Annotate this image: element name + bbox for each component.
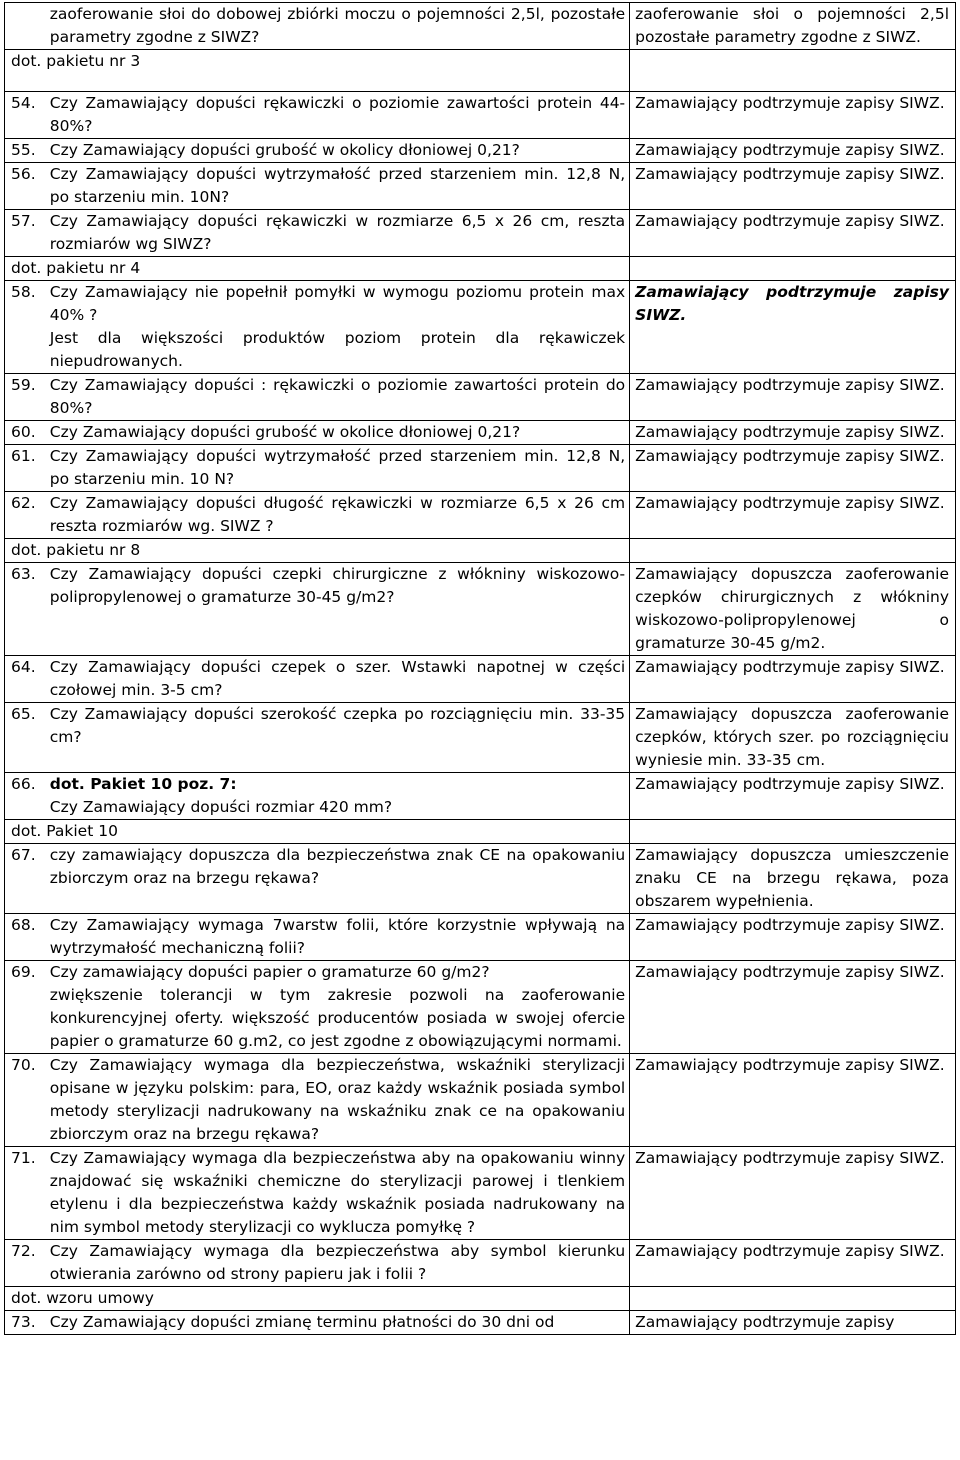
row-number: 70. <box>11 1056 36 1074</box>
row-number-cell <box>5 703 48 773</box>
section-header-row <box>5 820 956 844</box>
question-text: Czy Zamawiający dopuści wytrzymałość przed starzeniem min. 12,8 N, po starzeniu min. 10N? <box>49 165 626 206</box>
section-answer-cell <box>630 820 956 844</box>
table-row <box>5 656 956 703</box>
answer-text: Zamawiający podtrzymuje zapisy <box>635 1313 895 1331</box>
question-text: Czy Zamawiający dopuści rozmiar 420 mm? <box>49 798 393 816</box>
answer-text: Zamawiający podtrzymuje zapisy SIWZ. <box>635 1056 945 1074</box>
answer-text: Zamawiający podtrzymuje zapisy SIWZ. <box>635 94 945 112</box>
answer-text: zaoferowanie słoi o pojemności 2,5l pozostałe parametry zgodne z SIWZ. <box>635 5 949 46</box>
answer-text: Zamawiający podtrzymuje zapisy SIWZ. <box>635 1242 945 1260</box>
row-number: 61. <box>11 447 36 465</box>
question-note: Jest dla większości produktów poziom protein dla rękawiczek niepudrowanych. <box>49 329 626 370</box>
row-number: 73. <box>11 1313 36 1331</box>
section-title: dot. Pakiet 10 <box>11 822 118 840</box>
row-number: 63. <box>11 565 36 583</box>
table-row <box>5 1240 956 1287</box>
question-text: Czy Zamawiający dopuści długość rękawiczki w rozmiarze 6,5 x 26 cm reszta rozmiarów wg. SIWZ ? <box>49 494 626 535</box>
answer-cell <box>630 92 956 139</box>
table-row <box>5 914 956 961</box>
table-row <box>5 961 956 1054</box>
row-number: 56. <box>11 165 36 183</box>
question-text: czy zamawiający dopuszcza dla bezpieczeństwa znak CE na opakowaniu zbiorczym oraz na brzegu rękawa? <box>49 846 626 887</box>
question-text: zaoferowanie słoi do dobowej zbiórki moczu o pojemności 2,5l, pozostałe parametry zgodne z SIWZ? <box>49 5 626 46</box>
answer-cell <box>630 1147 956 1240</box>
answer-text: Zamawiający dopuszcza umieszczenie znaku CE na brzegu rękawa, poza obszarem wypełnienia. <box>635 846 949 910</box>
row-number: 68. <box>11 916 36 934</box>
row-number: 57. <box>11 212 36 230</box>
table-row <box>5 421 956 445</box>
qa-table <box>4 2 956 1335</box>
question-cell <box>48 92 630 139</box>
question-text: Czy Zamawiający dopuści czepek o szer. Wstawki napotnej w części czołowej min. 3-5 cm? <box>49 658 626 699</box>
section-header-row <box>5 50 956 92</box>
question-text: Czy Zamawiający dopuści : rękawiczki o poziomie zawartości protein do 80%? <box>49 376 626 417</box>
question-text: Czy Zamawiający dopuści grubość w okolice dłoniowej 0,21? <box>49 423 521 441</box>
row-number: 69. <box>11 963 36 981</box>
question-text: Czy zamawiający dopuści papier o gramaturze 60 g/m2? <box>49 963 490 981</box>
section-title-cell <box>5 820 630 844</box>
row-number-cell <box>5 210 48 257</box>
answer-cell <box>630 1240 956 1287</box>
question-text: Czy Zamawiający dopuści rękawiczki o poziomie zawartości protein 44-80%? <box>49 94 626 135</box>
section-header-row <box>5 1287 956 1311</box>
table-row <box>5 3 956 50</box>
row-number-cell <box>5 445 48 492</box>
question-cell <box>48 139 630 163</box>
row-number: 54. <box>11 94 36 112</box>
answer-text: Zamawiający podtrzymuje zapisy SIWZ. <box>635 494 945 512</box>
table-row <box>5 492 956 539</box>
table-row <box>5 374 956 421</box>
answer-cell <box>630 210 956 257</box>
row-number: 71. <box>11 1149 36 1167</box>
answer-text: Zamawiający podtrzymuje zapisy SIWZ. <box>635 963 945 981</box>
row-number: 62. <box>11 494 36 512</box>
row-number: 58. <box>11 283 36 301</box>
answer-text: Zamawiający podtrzymuje zapisy SIWZ. <box>635 283 949 324</box>
answer-cell <box>630 374 956 421</box>
row-number-cell <box>5 656 48 703</box>
answer-cell <box>630 163 956 210</box>
answer-text: Zamawiający podtrzymuje zapisy SIWZ. <box>635 376 945 394</box>
question-text: Czy Zamawiający wymaga 7warstw folii, które korzystnie wpływają na wytrzymałość mechaniczną folii? <box>49 916 626 957</box>
section-title-cell <box>5 1287 630 1311</box>
table-row <box>5 210 956 257</box>
row-number-cell <box>5 374 48 421</box>
section-title: dot. pakietu nr 4 <box>11 259 141 277</box>
answer-text: Zamawiający podtrzymuje zapisy SIWZ. <box>635 212 945 230</box>
answer-cell <box>630 703 956 773</box>
question-text: Czy Zamawiający nie popełnił pomyłki w wymogu poziomu protein max 40% ? <box>49 283 626 324</box>
table-row <box>5 844 956 914</box>
answer-cell <box>630 3 956 50</box>
section-title: dot. wzoru umowy <box>11 1289 154 1307</box>
question-cell <box>48 1311 630 1335</box>
section-title-cell <box>5 50 630 92</box>
answer-cell <box>630 421 956 445</box>
row-number-cell <box>5 1147 48 1240</box>
row-number-cell <box>5 773 48 820</box>
question-heading: dot. Pakiet 10 poz. 7: <box>49 775 237 793</box>
answer-cell <box>630 656 956 703</box>
question-text: Czy Zamawiający dopuści rękawiczki w rozmiarze 6,5 x 26 cm, reszta rozmiarów wg SIWZ? <box>49 212 626 253</box>
question-cell <box>48 703 630 773</box>
row-number-cell <box>5 163 48 210</box>
question-note: zwiększenie tolerancji w tym zakresie pozwoli na zaoferowanie konkurencyjnej oferty. większość producentów posiada w swojej ofercie papier o gramaturze 60 g.m2, co jest zgodne z obowiązującymi normami. <box>49 986 626 1050</box>
row-number: 66. <box>11 775 36 793</box>
question-cell <box>48 1240 630 1287</box>
answer-text: Zamawiający podtrzymuje zapisy SIWZ. <box>635 658 945 676</box>
section-title: dot. pakietu nr 8 <box>11 541 141 559</box>
question-text: Czy Zamawiający dopuści zmianę terminu płatności do 30 dni od <box>49 1313 555 1331</box>
table-row <box>5 92 956 139</box>
question-text: Czy Zamawiający dopuści czepki chirurgiczne z włókniny wiskozowo-polipropylenowej o gramaturze 30-45 g/m2? <box>49 565 626 606</box>
row-number-cell <box>5 421 48 445</box>
row-number-cell <box>5 844 48 914</box>
table-row <box>5 1147 956 1240</box>
answer-cell <box>630 1054 956 1147</box>
row-number-cell <box>5 563 48 656</box>
row-number-cell <box>5 139 48 163</box>
answer-text: Zamawiający podtrzymuje zapisy SIWZ. <box>635 141 945 159</box>
section-answer-cell <box>630 1287 956 1311</box>
row-number-cell <box>5 1240 48 1287</box>
section-title-cell <box>5 257 630 281</box>
section-answer-cell <box>630 257 956 281</box>
section-title-cell <box>5 539 630 563</box>
answer-cell <box>630 139 956 163</box>
row-number-cell <box>5 914 48 961</box>
qa-table-body <box>5 3 956 1335</box>
table-row <box>5 773 956 820</box>
question-text: Czy Zamawiający wymaga dla bezpieczeństwa aby na opakowaniu winny znajdować się wskaźniki chemiczne do sterylizacji parowej i tlenkiem etylenu i dla bezpieczeństwa każdy wskaźnik posiada nadrukowany na nim symbol metody sterylizacji co wyklucza pomyłkę ? <box>49 1149 626 1236</box>
question-cell <box>48 1147 630 1240</box>
question-cell <box>48 281 630 374</box>
section-title: dot. pakietu nr 3 <box>11 52 141 70</box>
answer-cell <box>630 492 956 539</box>
question-cell <box>48 374 630 421</box>
table-row <box>5 703 956 773</box>
answer-text: Zamawiający dopuszcza zaoferowanie czepków, których szer. po rozciągnięciu wyniesie min. 33-35 cm. <box>635 705 949 769</box>
answer-text: Zamawiający podtrzymuje zapisy SIWZ. <box>635 916 945 934</box>
question-cell <box>48 445 630 492</box>
row-number: 67. <box>11 846 36 864</box>
question-cell <box>48 421 630 445</box>
answer-text: Zamawiający podtrzymuje zapisy SIWZ. <box>635 447 945 465</box>
row-number <box>5 3 48 50</box>
row-number-cell <box>5 92 48 139</box>
question-cell <box>48 656 630 703</box>
answer-text: Zamawiający podtrzymuje zapisy SIWZ. <box>635 1149 945 1167</box>
question-cell <box>48 844 630 914</box>
answer-text: Zamawiający podtrzymuje zapisy SIWZ. <box>635 775 945 793</box>
row-number: 72. <box>11 1242 36 1260</box>
table-row <box>5 281 956 374</box>
table-row <box>5 163 956 210</box>
answer-text: Zamawiający podtrzymuje zapisy SIWZ. <box>635 165 945 183</box>
row-number-cell <box>5 281 48 374</box>
row-number: 64. <box>11 658 36 676</box>
question-cell <box>48 961 630 1054</box>
row-number-cell <box>5 492 48 539</box>
table-row <box>5 1054 956 1147</box>
question-text: Czy Zamawiający dopuści wytrzymałość przed starzeniem min. 12,8 N, po starzeniu min. 10 N? <box>49 447 626 488</box>
answer-cell <box>630 914 956 961</box>
question-text: Czy Zamawiający wymaga dla bezpieczeństwa aby symbol kierunku otwierania zarówno od strony papieru jak i folii ? <box>49 1242 626 1283</box>
section-header-row <box>5 539 956 563</box>
question-cell <box>48 1054 630 1147</box>
question-text: Czy Zamawiający dopuści grubość w okolicy dłoniowej 0,21? <box>49 141 520 159</box>
row-number: 65. <box>11 705 36 723</box>
question-text: Czy Zamawiający wymaga dla bezpieczeństwa, wskaźniki sterylizacji opisane w języku polskim: para, EO, oraz każdy wskaźnik posiada symbol metody sterylizacji nadrukowany na wskaźniku znak ce na opakowaniu zbiorczym oraz na brzegu rękawa? <box>49 1056 626 1143</box>
answer-cell <box>630 961 956 1054</box>
answer-text: Zamawiający dopuszcza zaoferowanie czepków chirurgicznych z włókniny wiskozowo-polipropylenowej o gramaturze 30-45 g/m2. <box>635 565 949 652</box>
row-number-cell <box>5 961 48 1054</box>
question-cell <box>48 3 630 50</box>
answer-cell <box>630 281 956 374</box>
question-text: Czy Zamawiający dopuści szerokość czepka po rozciągnięciu min. 33-35 cm? <box>49 705 626 746</box>
table-row <box>5 1311 956 1335</box>
table-row <box>5 445 956 492</box>
question-cell <box>48 773 630 820</box>
question-cell <box>48 492 630 539</box>
row-number-cell <box>5 1054 48 1147</box>
question-cell <box>48 163 630 210</box>
section-header-row <box>5 257 956 281</box>
question-cell <box>48 210 630 257</box>
row-number: 55. <box>11 141 36 159</box>
answer-cell <box>630 1311 956 1335</box>
answer-text: Zamawiający podtrzymuje zapisy SIWZ. <box>635 423 945 441</box>
spacer <box>11 73 625 91</box>
row-number: 60. <box>11 423 36 441</box>
question-cell <box>48 563 630 656</box>
table-row <box>5 139 956 163</box>
table-row <box>5 563 956 656</box>
answer-cell <box>630 844 956 914</box>
question-cell <box>48 914 630 961</box>
section-answer-cell <box>630 50 956 92</box>
answer-cell <box>630 773 956 820</box>
answer-cell <box>630 445 956 492</box>
row-number-cell <box>5 1311 48 1335</box>
section-answer-cell <box>630 539 956 563</box>
answer-cell <box>630 563 956 656</box>
row-number: 59. <box>11 376 36 394</box>
